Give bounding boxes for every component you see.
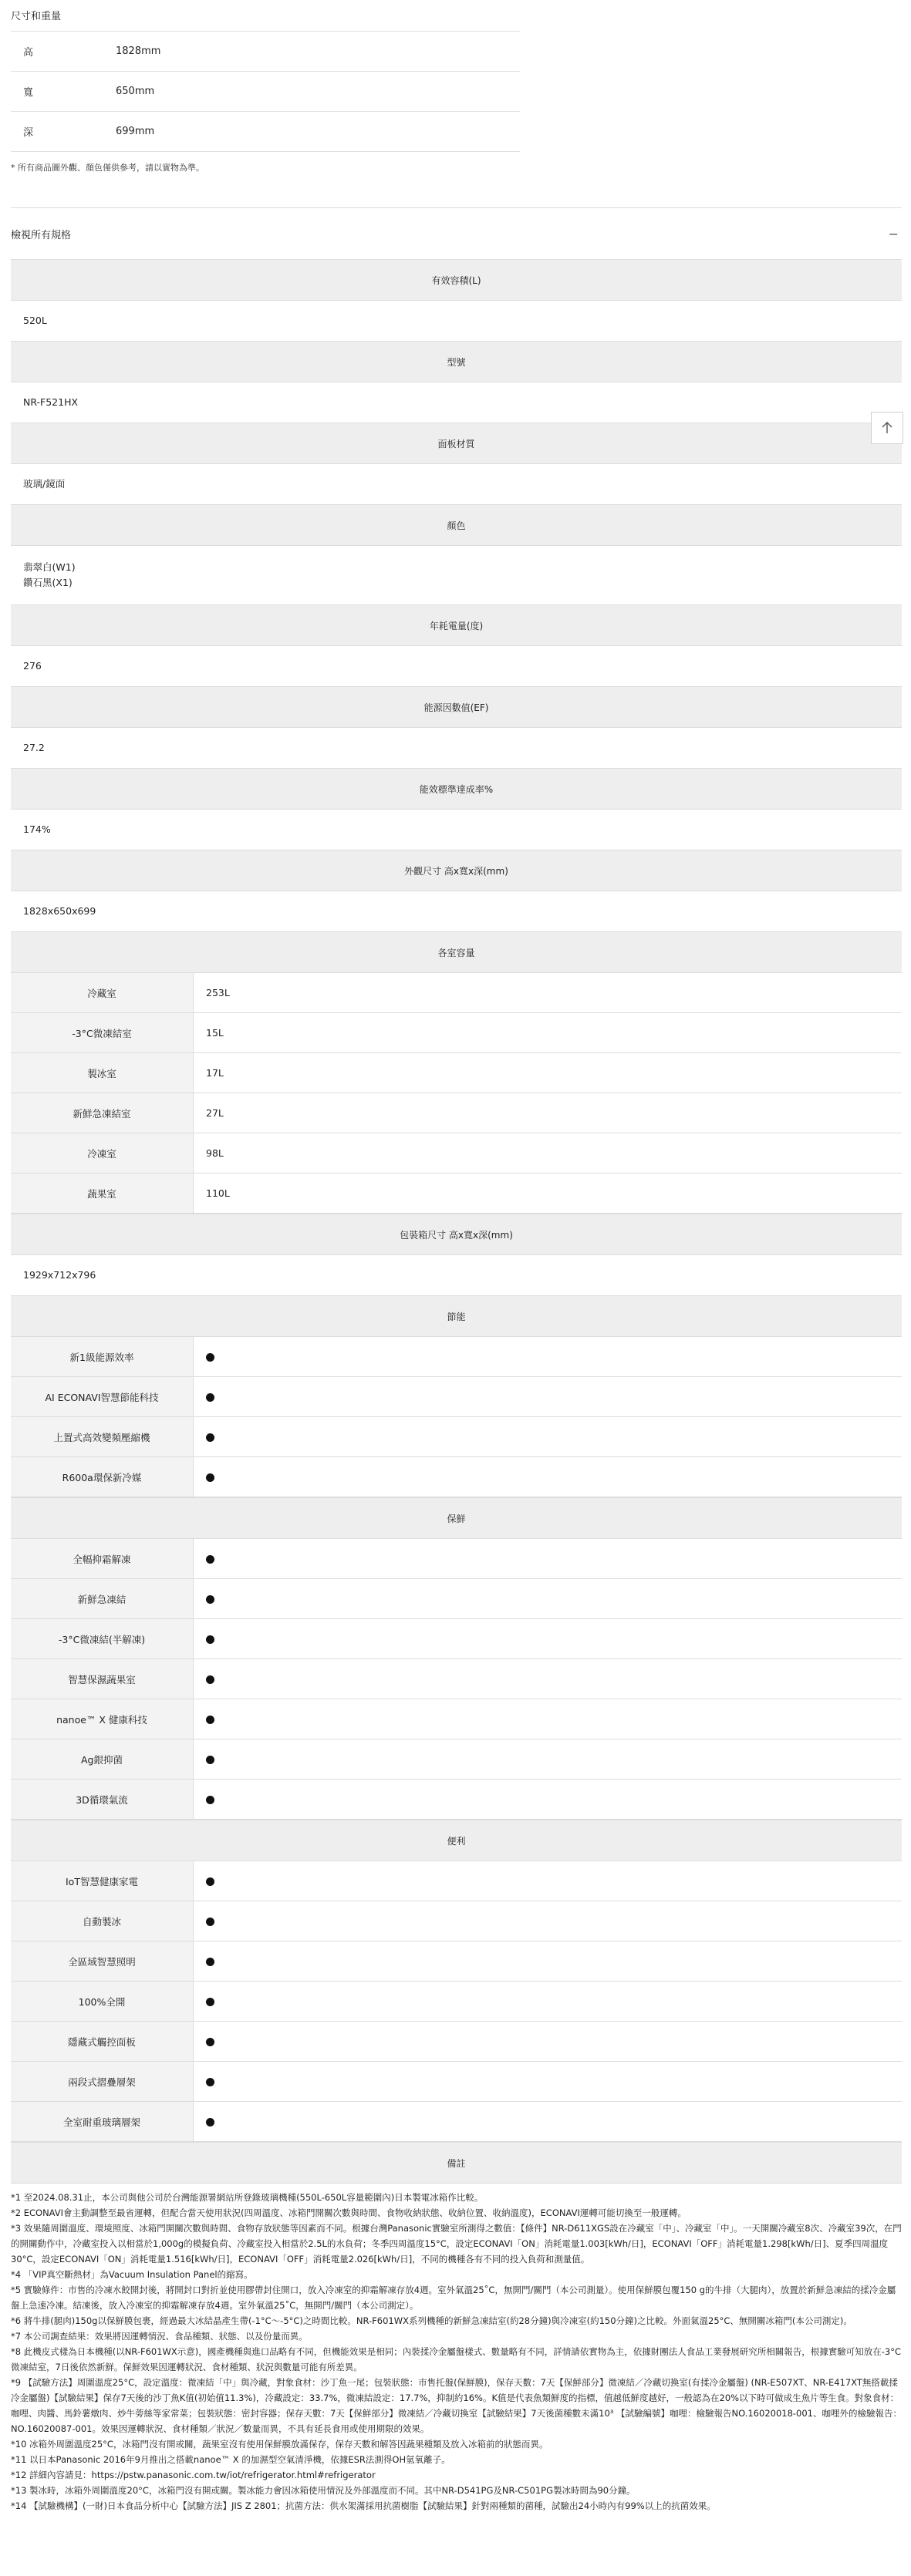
feature-value: [194, 1457, 903, 1497]
capacity-value: 27L: [194, 1093, 903, 1133]
size-label: 深: [11, 112, 116, 152]
dot-icon: [206, 1595, 214, 1604]
table-row: [11, 973, 902, 1013]
remarks-notes: [11, 2184, 902, 2514]
feature-value: [194, 1739, 903, 1780]
dot-icon: [206, 1353, 214, 1362]
feature-label: 全區域智慧照明: [11, 1941, 194, 1982]
remarks-header: 備註: [11, 2142, 902, 2184]
capacity-value: 253L: [194, 973, 903, 1013]
feature-label: 全室耐重玻璃層架: [11, 2102, 194, 2142]
spec-value: [11, 382, 902, 423]
capacity-label: 蔬果室: [11, 1174, 194, 1214]
spec-value-line: 玻璃/鏡面: [23, 478, 66, 490]
table-row: [11, 1619, 902, 1659]
feature-value: [194, 2062, 903, 2102]
feature-label: IoT智慧健康家電: [11, 1861, 194, 1901]
feature-value: [194, 1861, 903, 1901]
spec-header: 包裝箱尺寸 高x寬x深(mm): [11, 1214, 902, 1255]
remark-line: *11 以日本Panasonic 2016年9月推出之搭載nanoe™ X 的加濕型空氣清淨機，依據ESR法測得OH氫氧離子。: [11, 2454, 450, 2465]
table-row: [11, 1539, 902, 1579]
table-row: [11, 1053, 902, 1093]
table-row: [11, 1174, 902, 1214]
dot-icon: [206, 1877, 214, 1886]
spec-value-line: 174%: [23, 823, 51, 835]
remark-line: *4 「VIP真空斷熱材」為Vacuum Insulation Panel的縮寫。: [11, 2269, 253, 2280]
capacity-table: [11, 973, 902, 1214]
table-row: [11, 1337, 902, 1377]
table-row: [11, 32, 520, 72]
table-row: [11, 112, 520, 152]
spec-value: [11, 891, 902, 931]
remark-line: *9 【試驗方法】周圍溫度25°C，設定溫度：微凍結「中」與冷藏，對象食材：沙丁魚一尾；包裝狀態：市售托盤(保鮮膜)，保存天數：7天【保鮮部分】微凍結／冷藏切換室(有揉冷金屬盤) (NR-E507XT、NR-E417XT無搭載揉冷金屬盤)【試驗結果】保存7天後的沙丁魚K值(初始值11.3%)，冷藏設定：33.7%，微凍結設定：17.7%，抑制約16%。K值是代表魚類鮮度的指標，值越低鮮度越好，一般認為在20%以下時可做成生魚片等生食。對象食材：咖哩、肉醬、馬鈴薯燉肉、炒牛蒡絲等家常菜；包裝狀態：密封容器；保存天數：7天【保鮮部分】微凍結／冷藏切換室【試驗結果】7天後菌種數未滿10³ 【試驗編號】咖哩：檢驗報告NO.16020018-001、咖哩外的檢驗報告：NO.16020087-001。效果因運轉狀況、食材種類／狀況／數量而異，不具有延長食用或使用期限的效果。: [11, 2377, 902, 2434]
spec-value-line: 鑽石黑(X1): [23, 577, 73, 588]
table-row: [11, 1093, 902, 1133]
remark-line: *3 效果隨周圍溫度、環境照度、冰箱門開關次數與時間、食物存放狀態等因素而不同。根據台灣Panasonic實驗室所測得之數值：【條件】NR-D611XGS設在冷藏室「中」、冷藏室「中」。一天開關冷藏室8次、冷藏室39次，在門的開關動作中，冷藏室投入以相當於1,000g的模擬負荷、冷藏室投入相當於2.5L的水負荷；冬季四周溫度15°C，設定ECONAVI「ON」消耗電量1.003[kWh/日]，ECONAVI「OFF」消耗電量1.298[kWh/日]、夏季四周溫度30°C，設定ECONAVI「ON」消耗電量1.516[kWh/日]，ECONAVI「OFF」消耗電量2.026[kWh/日]，不同的機種各有不同的投入負荷和測量值。: [11, 2223, 902, 2265]
size-section-title: 尺寸和重量: [11, 11, 62, 22]
table-row: [11, 2022, 902, 2062]
table-row: [11, 72, 520, 112]
feature-label: 全幅抑霜解凍: [11, 1539, 194, 1579]
table-row: [11, 1659, 902, 1699]
remark-line: *5 實驗條件：市售的冷凍水餃開封後，將開封口對折並使用膠帶封住開口，放入冷凍室的抑霜解凍存放4週。室外氣溫25˚C，無開門/關門（本公司測量）。使用保鮮膜包覆150 g的牛排（大腿肉），放置於新鮮急凍結的揉冷金屬盤上急速冷凍。結凍後，放入冷凍室的抑霜解凍存放4週。室外氣溫25˚C，無開門/關門（本公司測定）。: [11, 2285, 896, 2311]
table-row: [11, 1417, 902, 1457]
capacity-value: 110L: [194, 1174, 903, 1214]
feature-value: [194, 1377, 903, 1417]
feature-label: 100%全開: [11, 1982, 194, 2022]
image-disclaimer: * 所有商品圖外觀、顏色僅供參考，請以實物為準。: [11, 163, 204, 173]
table-row: [11, 1941, 902, 1982]
remark-line: *2 ECONAVI會主動調整至最省運轉，但配合當天使用狀況(四周溫度、冰箱門開關次數與時間、食物收納狀態、收納位置、收納溫度)，ECONAVI運轉可能切換至一般運轉。: [11, 2207, 687, 2218]
table-row: [11, 2102, 902, 2142]
feature-label: Ag銀抑菌: [11, 1739, 194, 1780]
feature-value: [194, 1982, 903, 2022]
size-value: 1828mm: [116, 32, 520, 72]
spec-value: [11, 646, 902, 686]
table-row: [11, 1377, 902, 1417]
minus-icon[interactable]: −: [888, 226, 899, 241]
feature-label: 新鮮急凍結: [11, 1579, 194, 1619]
feature-groups: [11, 1295, 902, 2142]
dot-icon: [206, 1635, 214, 1644]
spec-value-line: 27.2: [23, 742, 45, 753]
dot-icon: [206, 1555, 214, 1564]
arrow-up-icon: [880, 421, 894, 435]
toggle-label: 檢視所有規格: [11, 229, 72, 241]
table-row: [11, 1579, 902, 1619]
size-label: 寬: [11, 72, 116, 112]
remark-line: *1 至2024.08.31止，本公司與他公司於台灣能源署網站所登錄玻璃機種(550L-650L容量範圍內)日本製電冰箱作比較。: [11, 2192, 484, 2203]
feature-table: [11, 1861, 902, 2142]
feature-value: [194, 1619, 903, 1659]
capacity-label: 新鮮急凍結室: [11, 1093, 194, 1133]
spec-value-line: 1828x650x699: [23, 905, 96, 917]
table-row: [11, 1013, 902, 1053]
feature-label: 自動製冰: [11, 1901, 194, 1941]
capacity-value: 17L: [194, 1053, 903, 1093]
spec-value: [11, 810, 902, 850]
remark-line: *8 此機皮式樣為日本機種(以NR-F601WX示意)，國產機種與進口品略有不同，但機能效果是相同；內裝揉冷金屬盤樣式、數量略有不同，詳情請依實物為主，依據財團法人食品工業發展研究所相關報告，根據實驗可知放在-3°C微凍結室，7日後依然新鮮。保鮮效果因運轉狀況、食材種類、狀況與數量可能有所差異。: [11, 2346, 902, 2372]
feature-value: [194, 1579, 903, 1619]
spec-header: 面板材質: [11, 423, 902, 464]
feature-group-header: 節能: [11, 1295, 902, 1337]
feature-label: 3D循環氣流: [11, 1780, 194, 1820]
feature-value: [194, 1941, 903, 1982]
dot-icon: [206, 2078, 214, 2086]
dot-icon: [206, 1473, 214, 1482]
feature-value: [194, 1659, 903, 1699]
remark-line: *6 將牛排(腿肉)150g以保鮮膜包裹，經過最大冰結晶產生帶(-1°C〜-5°C)之時間比較。NR-F601WX系列機種的新鮮急凍結室(約28分鐘)與冷凍室(約150分鐘)之比較。外面氣溫25°C、無開關冰箱門(本公司測定)。: [11, 2315, 852, 2326]
feature-value: [194, 1901, 903, 1941]
feature-label: 新1級能源效率: [11, 1337, 194, 1377]
spec-value-line: 翡翠白(W1): [23, 561, 76, 573]
feature-value: [194, 1539, 903, 1579]
feature-table: [11, 1337, 902, 1497]
capacity-value: 98L: [194, 1133, 903, 1174]
dot-icon: [206, 1998, 214, 2006]
dot-icon: [206, 2038, 214, 2046]
table-row: [11, 1780, 902, 1820]
spec-header: 外觀尺寸 高x寬x深(mm): [11, 850, 902, 891]
remark-line: *7 本公司調查結果：效果將因運轉情況、食品種類、狀態、以及份量而異。: [11, 2331, 308, 2342]
feature-group-header: 便利: [11, 1820, 902, 1861]
table-row: [11, 1133, 902, 1174]
table-row: [11, 1699, 902, 1739]
feature-table: [11, 1539, 902, 1820]
table-row: [11, 1457, 902, 1497]
remark-line: *10 冰箱外周圍溫度25°C，冰箱門沒有開或關，蔬果室沒有使用保鮮膜放滿保存，保存天數和解答因蔬果種類及放入冰箱前的狀態而異。: [11, 2439, 548, 2450]
spec-list: [11, 259, 902, 931]
feature-value: [194, 1699, 903, 1739]
feature-value: [194, 1780, 903, 1820]
feature-value: [194, 1337, 903, 1377]
spec-header: 能源因數值(EF): [11, 686, 902, 728]
feature-label: 智慧保濕蔬果室: [11, 1659, 194, 1699]
dot-icon: [206, 1675, 214, 1684]
remark-line: *13 製冰時，冰箱外周圍溫度20°C，冰箱門沒有開或關。製冰能力會因冰箱使用情況及外部溫度而不同。其中NR-D541PG及NR-C501PG製冰時間為90分鐘。: [11, 2485, 636, 2496]
feature-label: AI ECONAVI智慧節能科技: [11, 1377, 194, 1417]
capacity-label: -3°C微凍結室: [11, 1013, 194, 1053]
feature-label: R600a環保新冷媒: [11, 1457, 194, 1497]
capacity-label: 冷藏室: [11, 973, 194, 1013]
spec-value-line: NR-F521HX: [23, 396, 79, 408]
spec-header: 有效容積(L): [11, 259, 902, 301]
dot-icon: [206, 1393, 214, 1402]
dot-icon: [206, 1756, 214, 1764]
spec-value-line: 1929x712x796: [23, 1269, 96, 1281]
spec-value-line: 520L: [23, 315, 47, 326]
size-table: [11, 31, 520, 152]
feature-value: [194, 2022, 903, 2062]
dot-icon: [206, 1958, 214, 1966]
feature-label: 上置式高效變頻壓縮機: [11, 1417, 194, 1457]
dot-icon: [206, 1716, 214, 1724]
feature-label: 兩段式摺疊層架: [11, 2062, 194, 2102]
spec-header: 年耗電量(度): [11, 604, 902, 646]
dot-icon: [206, 1918, 214, 1926]
remark-line: *14 【試驗機構】(一財)日本食品分析中心【試驗方法】JIS Z 2801；抗菌方法：供水架滿採用抗菌樹脂【試驗結果】針對兩種類的菌種，試驗出24小時內有99%以上的抗菌效果。: [11, 2500, 716, 2511]
size-value: 650mm: [116, 72, 520, 112]
scroll-to-top-button[interactable]: [871, 412, 903, 444]
spec-value: [11, 728, 902, 768]
capacity-label: 冷凍室: [11, 1133, 194, 1174]
feature-label: -3°C微凍結(半解凍): [11, 1619, 194, 1659]
spec-header: 型號: [11, 341, 902, 382]
spec-value: [11, 1255, 902, 1295]
dot-icon: [206, 1433, 214, 1442]
feature-label: 隱藏式觸控面板: [11, 2022, 194, 2062]
view-all-specs-toggle[interactable]: [11, 208, 902, 259]
table-row: [11, 1982, 902, 2022]
dot-icon: [206, 2118, 214, 2126]
feature-label: nanoe™ X 健康科技: [11, 1699, 194, 1739]
table-row: [11, 2062, 902, 2102]
feature-value: [194, 1417, 903, 1457]
feature-value: [194, 2102, 903, 2142]
capacity-label: 製冰室: [11, 1053, 194, 1093]
remark-line: *12 詳細內容請見：https://pstw.panasonic.com.tw/iot/refrigerator.html#refrigerator: [11, 2470, 376, 2480]
dot-icon: [206, 1796, 214, 1804]
spec-page: [11, 0, 902, 2514]
feature-group-header: 保鮮: [11, 1497, 902, 1539]
spec-value: [11, 546, 902, 604]
spec-header: 顏色: [11, 504, 902, 546]
table-row: [11, 1861, 902, 1901]
capacity-value: 15L: [194, 1013, 903, 1053]
spec-header: 各室容量: [11, 931, 902, 973]
spec-value: [11, 464, 902, 504]
spec-value: [11, 301, 902, 341]
table-row: [11, 1901, 902, 1941]
size-value: 699mm: [116, 112, 520, 152]
spec-value-line: 276: [23, 660, 42, 672]
table-row: [11, 1739, 902, 1780]
spec-header: 能效標準達成率%: [11, 768, 902, 810]
size-label: 高: [11, 32, 116, 72]
